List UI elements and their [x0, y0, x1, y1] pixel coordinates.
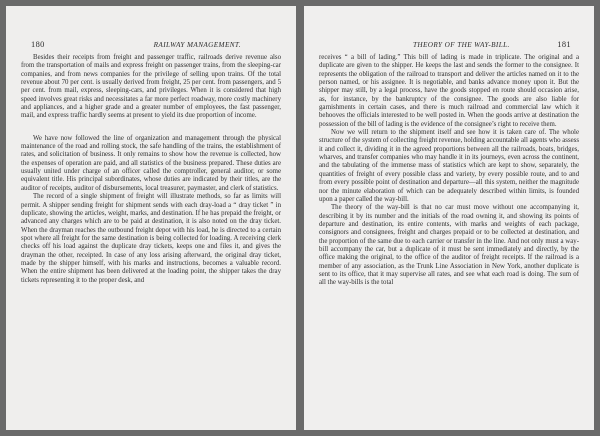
- right-paragraph-1: receives “ a bill of lading.” This bill of lading is made in triplicate. The original and a duplicate are given to the shipper. He keeps the last and sends the former to the consignee. It represents the obligation of the railroad to transport and deliver the articles named on it to the person named, or his assignee. It is negotiable, and banks advance money upon it. But the shipper may still, by a legal process, have the goods stopped en route should occasion arise, as, for instance, by the bankruptcy of the consignee. The goods are also liable for garnishments in certain cases, and there is much railroad and commercial law which it behooves the officials interested to be well posted in. When the goods arrive at destination the possession of the bill of lading is the evidence of the consignee’s right to receive them.: [319, 54, 579, 128]
- left-page-header: [21, 40, 281, 49]
- left-paragraph-3: The record of a single shipment of freight will illustrate methods, so far as limits will permit. A shipper sending freight for shipment sends with each dray-load a “ dray ticket ” in duplicate, showing the articles, weight, marks, and destination. If he has prepaid the freight, or advanced any charges which are to be paid at destination, it is also noted on the dray ticket. When the drayman reaches the outbound freight depot with his load, he is directed to a certain spot where all freight for the same destination is being collected for loading. A receiving clerk checks off his load against the duplicate dray tickets, keeps one and files it, and gives the drayman the other, receipted. In case of any loss arising afterward, the original dray ticket, made by the shipper himself, with his marks and instructions, becomes a valuable record. When the entire shipment has been delivered at the loading point, the shipper takes the dray tickets representing it to the proper desk, and: [21, 193, 281, 284]
- left-page-number: 180: [31, 40, 45, 49]
- right-page: [304, 6, 594, 430]
- left-paragraph-1: Besides their receipts from freight and passenger traffic, railroads derive revenue also from the transportation of mails and express freight on passenger trains, from the sleeping-car companies, and from news companies for the privilege of selling upon trains. Of the total revenue about 70 per cent. is usually derived from freight, 25 per cent. from passengers, and 5 per cent. from mail, express, sleeping-cars, and privileges. When it is considered that high speed involves great risks and necessitates a far more perfect roadway, more costly machinery and appliances, and a higher grade and a greater number of employees, the fast passenger, mail, and express traffic hardly seems at present to yield its due proportion of income.: [21, 54, 281, 120]
- right-paragraph-3: The theory of the way-bill is that no car must move without one accompanying it, describing it by its number and the initials of the road owning it, and showing its points of departure and destination, its entire contents, with marks and weights of each package, consignors and consignees, freight and charges prepaid or to be collected at destination, and the proportion of the same due to each carrier or transfer in the line. And not only must a way-bill accompany the car, but a duplicate of it must be sent immediately and directly, by the office making the original, to the office of the auditor of freight receipts. If the railroad is a member of any association, as the Trunk Line Association in New York, another duplicate is sent to its office, that it may supervise all rates, and see what each road is doing. The sum of all the way-bills is the total: [319, 204, 579, 287]
- right-page-header: [319, 40, 579, 49]
- right-page-number: 181: [557, 40, 571, 49]
- left-page: [6, 6, 296, 430]
- left-paragraph-2: We have now followed the line of organization and management through the physical maintenance of the road and rolling stock, the safe handling of the trains, the establishment of rates, and solicitation of business. It only remains to show how the revenue is collected, how the expenses of operation are paid, and all statistics of the business prepared. These duties are usually united under charge of an officer called the comptroller, general auditor, or some equivalent title. His principal subordinates, whose duties are indicated by their titles, are the auditor of receipts, auditor of disbursements, local treasurer, paymaster, and clerk of statistics.: [21, 134, 281, 192]
- left-running-head: RAILWAY MANAGEMENT.: [153, 41, 241, 49]
- right-running-head: THEORY OF THE WAY-BILL.: [413, 41, 510, 49]
- right-paragraph-2: Now we will return to the shipment itself and see how it is taken care of. The whole structure of the system of collecting freight revenue, holding accountable all agents who assess it and collect it, dividing it in the agreed proportions between all the railroads, boats, bridges, wharves, and transfer companies who may handle it in its journeys, even across the continent, and the tabulating of the immense mass of statistics which are kept to show, separately, the quantities of freight of every possible class and variety, by every possible route, and to and from every possible point of destination and departure—all this system, neither the magnitude nor the minute elaboration of which can be adequately described within limits, is founded upon a paper called the way-bill.: [319, 129, 579, 203]
